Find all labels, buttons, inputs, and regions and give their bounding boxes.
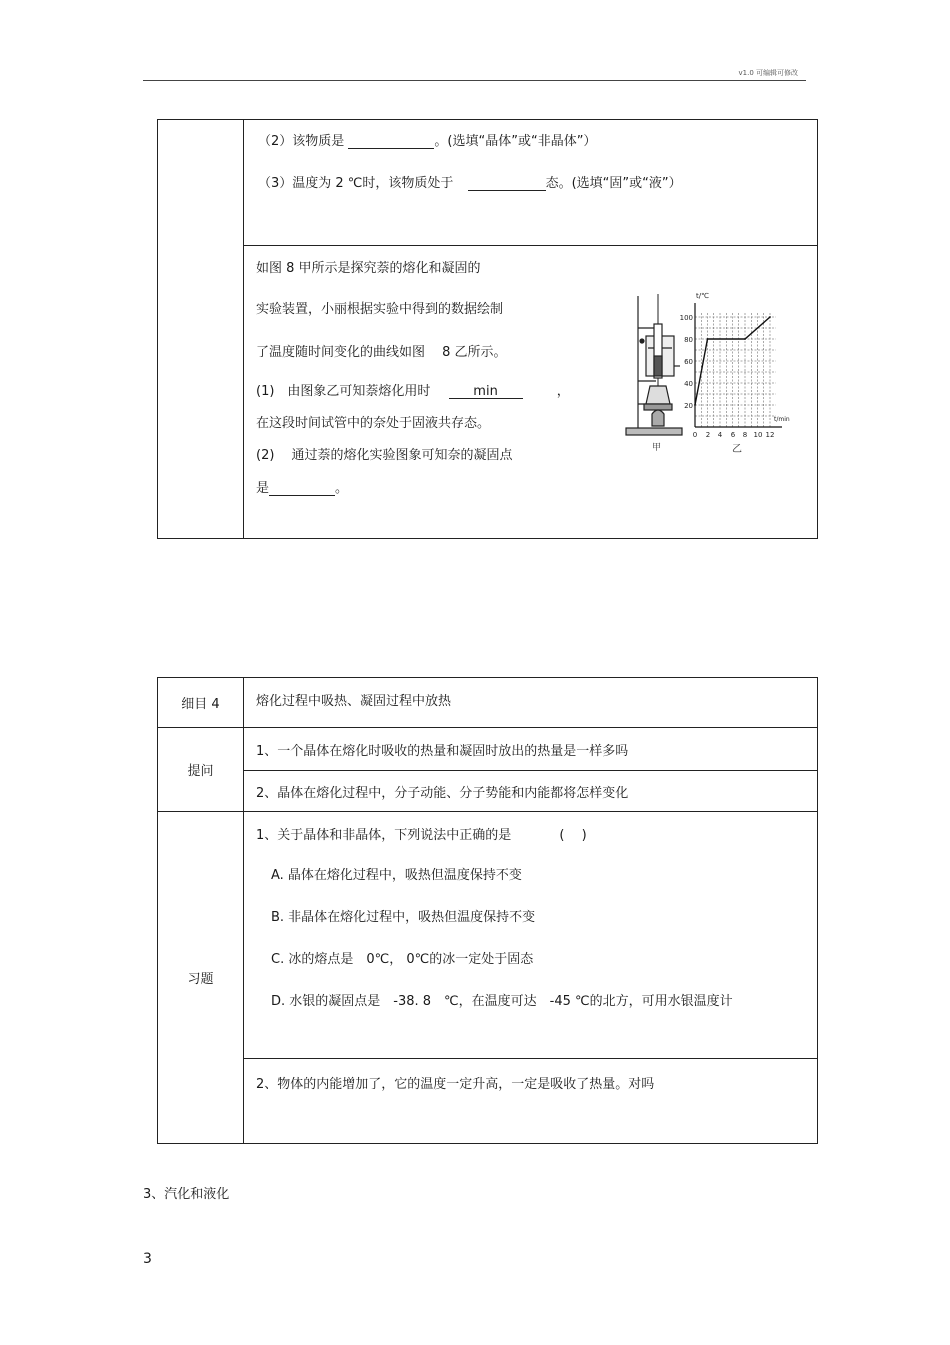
problem-text-line: 实验装置，小丽根据实验中得到的数据绘制: [256, 302, 504, 317]
question-freezing-point-blank: 是 。: [256, 481, 349, 496]
problem-text-line: 如图 8 甲所示是探究萘的熔化和凝固的: [256, 261, 481, 276]
item-content-text: 熔化过程中吸热、凝固过程中放热: [256, 694, 452, 709]
caption-yi: 乙: [732, 444, 742, 455]
question-text: 2、晶体在熔化过程中，分子动能、分子势能和内能都将怎样变化: [256, 786, 629, 801]
question-text: 1、一个晶体在熔化时吸收的热量和凝固时放出的热量是一样多吗: [256, 744, 629, 759]
table-item-4: [157, 677, 818, 1144]
y-tick-label: 100: [679, 314, 693, 322]
exercise-1-stem: 1、关于晶体和非晶体，下列说法中正确的是 ( ): [256, 828, 587, 843]
exercise-2-text: 2、物体的内能增加了，它的温度一定升高，一定是吸收了热量。对吗: [256, 1077, 655, 1092]
caption-jia: 甲: [652, 443, 662, 453]
curve-point: [707, 338, 709, 340]
x-tick-label: 12: [765, 431, 775, 439]
x-tick-label: 8: [742, 431, 748, 439]
problem-text-line: 了温度随时间变化的曲线如图 8 乙所示。: [256, 345, 507, 360]
answer-blank[interactable]: [269, 481, 335, 496]
option-a[interactable]: A. 晶体在熔化过程中，吸热但温度保持不变: [271, 868, 522, 883]
naphthalene-problem-cell: [244, 246, 818, 539]
table1-left-cell: [158, 120, 244, 539]
figure-8: [616, 286, 794, 458]
curve-point: [744, 338, 746, 340]
y-tick-label: 80: [684, 336, 693, 344]
question-melting-time: (1) 由图象乙可知萘熔化用时 min ，: [256, 384, 570, 399]
answer-blank[interactable]: [468, 176, 546, 191]
page-number: 3: [143, 1251, 152, 1267]
section-title: 3、汽化和液化: [143, 1187, 230, 1202]
question-1-cell: [244, 728, 818, 771]
answer-paren[interactable]: ( ): [559, 828, 587, 843]
exercise-1-cell: [244, 812, 818, 1059]
x-tick-label: 4: [717, 431, 723, 439]
question-state: （3）温度为 2 ℃时，该物质处于 态。(选填“固”或“液”）: [258, 176, 682, 191]
table1-questions-cell: [244, 120, 818, 246]
exercise-2-cell: [244, 1059, 818, 1144]
header-rule: [143, 80, 806, 81]
apparatus-illustration: [626, 294, 682, 435]
x-tick-labels: [693, 431, 775, 439]
y-tick-label: 20: [684, 402, 693, 410]
option-d[interactable]: D. 水银的凝固点是 -38. 8 ℃，在温度可达 -45 ℃的北方，可用水银温度计: [271, 994, 733, 1009]
x-tick-label: 2: [705, 431, 711, 439]
problem-text-line: 在这段时间试管中的奈处于固液共存态。: [256, 416, 491, 431]
question-freezing-point: (2) 通过萘的熔化实验图象可知奈的凝固点: [256, 448, 513, 463]
table-continued: [157, 119, 818, 539]
x-tick-label: 10: [753, 431, 763, 439]
option-b[interactable]: B. 非晶体在熔化过程中，吸热但温度保持不变: [271, 910, 536, 925]
option-c[interactable]: C. 冰的熔点是 0℃， 0℃的冰一定处于固态: [271, 952, 534, 967]
question-2-cell: [244, 771, 818, 812]
answer-blank-min[interactable]: min: [449, 384, 523, 399]
curve-point: [694, 404, 696, 406]
y-tick-label: 60: [684, 358, 693, 366]
y-axis-unit: t/℃: [696, 292, 709, 300]
curve-point: [769, 316, 771, 318]
item-label-cell: 细目 4: [158, 678, 244, 728]
temperature-time-graph: [694, 303, 782, 427]
y-tick-label: 40: [684, 380, 693, 388]
y-tick-labels: [680, 314, 693, 410]
item-content-cell: [244, 678, 818, 728]
x-tick-label: 6: [730, 431, 736, 439]
answer-blank[interactable]: [348, 134, 434, 149]
x-tick-label: 0: [692, 431, 698, 439]
header-version: v1.0 可编辑可修改: [738, 69, 798, 77]
x-axis-unit: t/min: [774, 416, 790, 423]
question-crystal-type: （2）该物质是 。(选填“晶体”或“非晶体”）: [258, 134, 597, 149]
question-label-cell: 提问: [158, 728, 244, 812]
exercise-label-cell: 习题: [158, 812, 244, 1144]
